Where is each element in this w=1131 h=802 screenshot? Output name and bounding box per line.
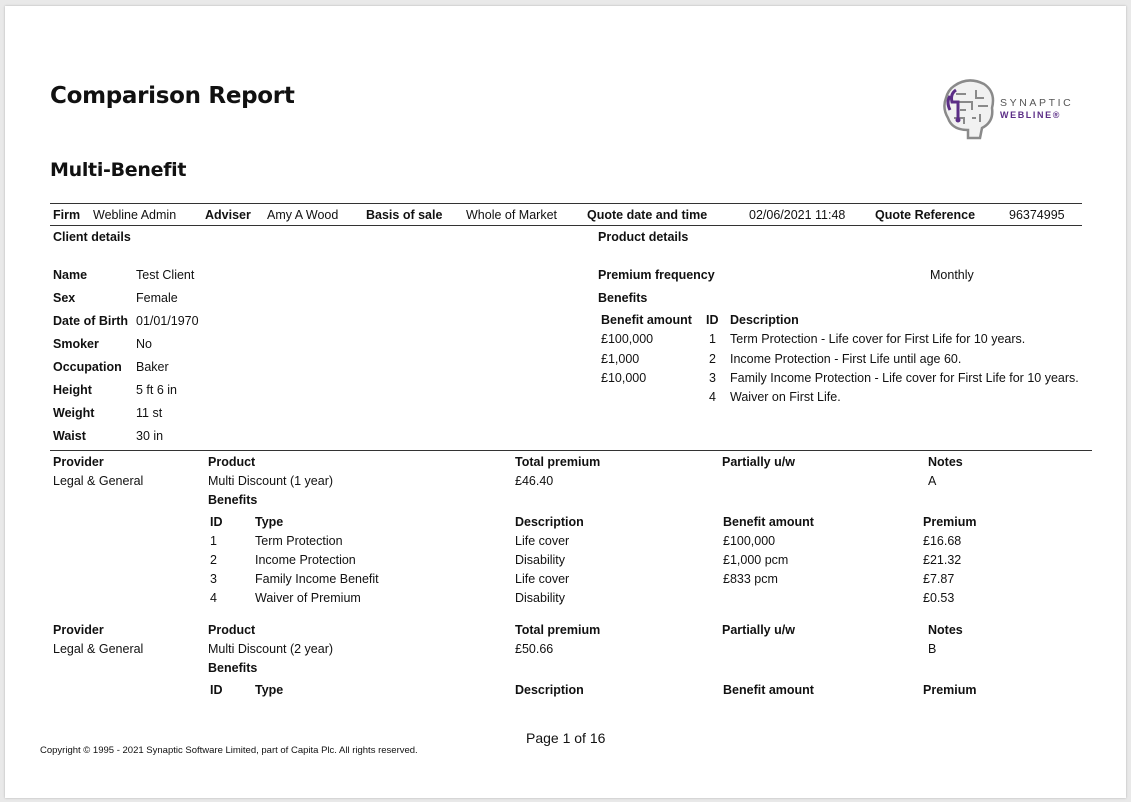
quote-benefit-premium: £0.53 — [923, 591, 955, 605]
copyright-notice: Copyright © 1995 - 2021 Synaptic Software Limited, part of Capita Plc. All rights reserved. — [40, 745, 418, 756]
client-field-value: 11 st — [136, 406, 163, 420]
quote-partially-header: Partially u/w — [722, 455, 795, 469]
product-benefit-id: 4 — [709, 390, 716, 404]
quote-notes-header: Notes — [928, 455, 963, 469]
quote-product: Multi Discount (1 year) — [208, 474, 334, 488]
product-benefit-amount: £100,000 — [601, 332, 654, 346]
quote-benefits-label: Benefits — [208, 661, 258, 675]
product-benefit-id: 2 — [709, 352, 716, 366]
quote-benefit-type-header: Type — [255, 515, 284, 529]
client-details-heading: Client details — [53, 230, 131, 244]
quote-benefit-type-header: Type — [255, 683, 284, 697]
divider — [50, 225, 1082, 226]
quote-benefit-premium-header: Premium — [923, 515, 977, 529]
product-benefit-desc: Family Income Protection - Life cover for First Life for 10 years. — [730, 371, 1079, 385]
quote-benefit-amount-header: Benefit amount — [723, 683, 814, 697]
report-page — [5, 6, 1126, 798]
client-field-label: Date of Birth — [53, 314, 128, 328]
quote-partially-header: Partially u/w — [722, 623, 795, 637]
quote-benefit-amount: £833 pcm — [723, 572, 778, 586]
adviser-label: Adviser — [205, 208, 251, 222]
product-benefit-desc: Income Protection - First Life until age 60. — [730, 352, 962, 366]
quote-benefit-description: Life cover — [515, 534, 570, 548]
quote-provider-header: Provider — [53, 623, 104, 637]
quote-product-header: Product — [208, 455, 256, 469]
quote-total-premium-header: Total premium — [515, 455, 601, 469]
client-field-value: Female — [136, 291, 178, 305]
quote-benefit-type: Income Protection — [255, 553, 356, 567]
col-id: ID — [706, 313, 719, 327]
product-benefit-id: 1 — [709, 332, 716, 346]
quote-benefit-premium: £16.68 — [923, 534, 962, 548]
adviser-value: Amy A Wood — [267, 208, 339, 222]
quote-total-premium: £50.66 — [515, 642, 554, 656]
product-benefit-desc: Term Protection - Life cover for First Life for 10 years. — [730, 332, 1026, 346]
firm-label: Firm — [53, 208, 81, 222]
divider — [50, 203, 1082, 204]
client-field-label: Waist — [53, 429, 86, 443]
report-subtitle: Multi-Benefit — [50, 159, 187, 181]
quote-benefit-type: Family Income Benefit — [255, 572, 379, 586]
quote-notes-header: Notes — [928, 623, 963, 637]
product-benefit-id: 3 — [709, 371, 716, 385]
synaptic-webline-logo — [942, 78, 1082, 140]
quote-date-value: 02/06/2021 11:48 — [749, 208, 846, 222]
quote-total-premium-header: Total premium — [515, 623, 601, 637]
client-field-value: Baker — [136, 360, 169, 374]
quote-benefit-type: Waiver of Premium — [255, 591, 361, 605]
quote-benefit-premium-header: Premium — [923, 683, 977, 697]
quote-provider-header: Provider — [53, 455, 104, 469]
quote-product-header: Product — [208, 623, 256, 637]
basis-label: Basis of sale — [366, 208, 443, 222]
quote-benefit-id: 4 — [210, 591, 217, 605]
quote-benefit-amount-header: Benefit amount — [723, 515, 814, 529]
quote-notes: A — [928, 474, 937, 488]
quote-benefit-description: Disability — [515, 591, 566, 605]
quote-ref-value: 96374995 — [1009, 208, 1065, 222]
client-field-value: No — [136, 337, 152, 351]
brain-icon — [942, 78, 996, 140]
quote-benefit-description-header: Description — [515, 515, 584, 529]
logo-text-webline: WEBLINE® — [1000, 110, 1061, 120]
client-field-value: 5 ft 6 in — [136, 383, 177, 397]
premium-frequency-value: Monthly — [930, 268, 974, 282]
quote-benefit-id: 1 — [210, 534, 217, 548]
quote-provider: Legal & General — [53, 642, 144, 656]
quote-notes: B — [928, 642, 937, 656]
quote-benefit-id-header: ID — [210, 515, 223, 529]
divider — [50, 450, 1092, 451]
quote-benefit-premium: £21.32 — [923, 553, 962, 567]
quote-product: Multi Discount (2 year) — [208, 642, 334, 656]
client-field-label: Occupation — [53, 360, 122, 374]
product-benefits-label: Benefits — [598, 291, 648, 305]
quote-benefits-label: Benefits — [208, 493, 258, 507]
quote-total-premium: £46.40 — [515, 474, 554, 488]
firm-value: Webline Admin — [93, 208, 177, 222]
logo-text-synaptic: SYNAPTIC — [1000, 97, 1074, 109]
quote-benefit-description-header: Description — [515, 683, 584, 697]
basis-value: Whole of Market — [466, 208, 558, 222]
quote-benefit-description: Disability — [515, 553, 566, 567]
client-field-label: Weight — [53, 406, 95, 420]
quote-benefit-type: Term Protection — [255, 534, 343, 548]
client-field-value: 01/01/1970 — [136, 314, 199, 328]
product-benefit-amount: £1,000 — [601, 352, 640, 366]
quote-benefit-amount: £100,000 — [723, 534, 776, 548]
client-field-label: Height — [53, 383, 92, 397]
client-field-label: Name — [53, 268, 88, 282]
client-field-label: Sex — [53, 291, 76, 305]
client-field-label: Smoker — [53, 337, 99, 351]
product-benefit-desc: Waiver on First Life. — [730, 390, 841, 404]
client-field-value: Test Client — [136, 268, 195, 282]
premium-frequency-label: Premium frequency — [598, 268, 715, 282]
product-details-heading: Product details — [598, 230, 689, 244]
quote-benefit-description: Life cover — [515, 572, 570, 586]
quote-benefit-id: 2 — [210, 553, 217, 567]
quote-date-label: Quote date and time — [587, 208, 708, 222]
product-benefit-amount: £10,000 — [601, 371, 647, 385]
col-benefit-amount: Benefit amount — [601, 313, 692, 327]
quote-ref-label: Quote Reference — [875, 208, 976, 222]
quote-benefit-premium: £7.87 — [923, 572, 955, 586]
report-title: Comparison Report — [50, 83, 295, 109]
quote-benefit-id-header: ID — [210, 683, 223, 697]
quote-provider: Legal & General — [53, 474, 144, 488]
client-field-value: 30 in — [136, 429, 164, 443]
col-description: Description — [730, 313, 799, 327]
page-number: Page 1 of 16 — [526, 730, 606, 746]
quote-benefit-amount: £1,000 pcm — [723, 553, 789, 567]
quote-benefit-id: 3 — [210, 572, 217, 586]
